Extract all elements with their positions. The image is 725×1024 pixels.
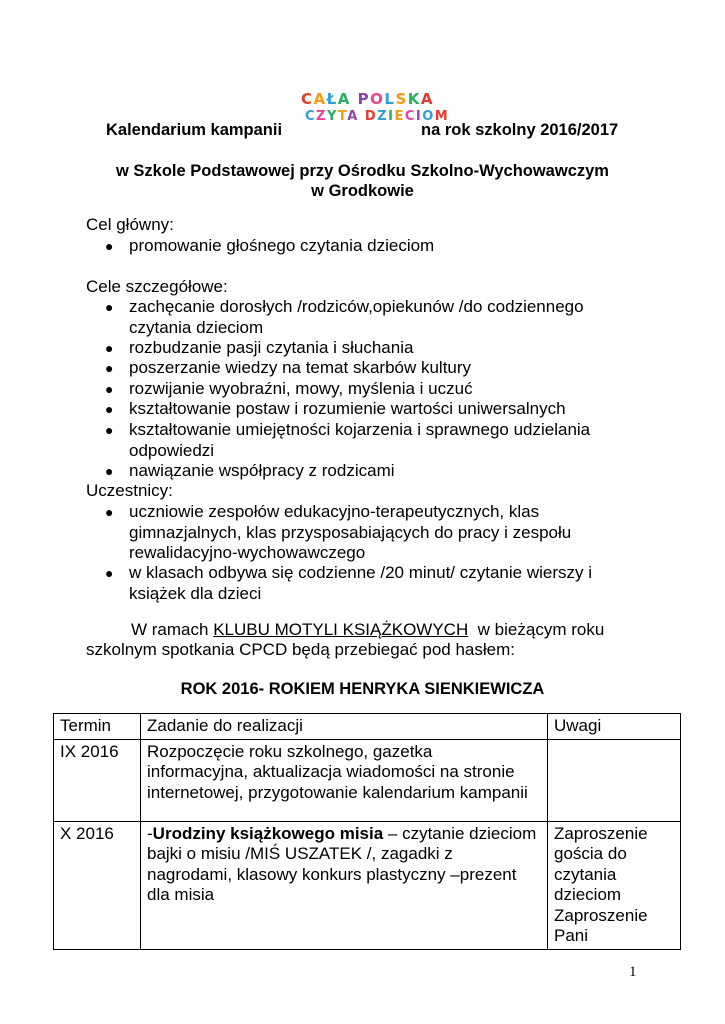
cell-uwagi [548, 739, 681, 821]
calendar-table [53, 713, 681, 950]
intro-line-1: W ramach KLUBU MOTYLI KSIĄŻKOWYCH w bieżącym roku [131, 620, 605, 639]
cele-szczegolowe-heading: Cele szczegółowe: [86, 277, 228, 296]
header-zadanie: Zadanie do realizacji [141, 714, 548, 740]
bullet-icon: ● [105, 360, 114, 376]
bullet-icon: ● [105, 504, 114, 520]
table-row [54, 739, 681, 821]
cell-zadanie: -Urodziny książkowego misia – czytanie dzieciom bajki o misiu /MIŚ USZATEK /, zagadki z nagrodami, klasowy konkurs plastyczny –prezent dla misia [141, 821, 548, 949]
logo-line-2: CZYTA DZIECIOM [305, 109, 450, 124]
table-row [54, 821, 681, 949]
bullet-icon: ● [105, 565, 114, 581]
intro-line-2: szkolnym spotkania CPCD będą przebiegać pod hasłem: [86, 640, 516, 659]
cell-zadanie: Rozpoczęcie roku szkolnego, gazetka informacyjna, aktualizacja wiadomości na stronie internetowej, przygotowanie kalendarium kampanii [141, 739, 548, 821]
bullet-icon: ● [105, 299, 114, 315]
header-termin: Termin [54, 714, 141, 740]
bullet-icon: ● [105, 238, 114, 254]
title-right: na rok szkolny 2016/2017 [421, 121, 619, 139]
bullet-icon: ● [105, 381, 114, 397]
club-name: KLUBU MOTYLI KSIĄŻKOWYCH [213, 620, 469, 639]
cell-termin: IX 2016 [54, 739, 141, 821]
title-left: Kalendarium kampanii [106, 121, 283, 139]
bullet-icon: ● [105, 463, 114, 479]
logo-line-1: CAŁA POLSKA [301, 90, 434, 108]
cel-glowny-heading: Cel główny: [86, 215, 174, 234]
motto-heading: ROK 2016- ROKIEM HENRYKA SIENKIEWICZA [180, 680, 545, 698]
page-number: 1 [629, 964, 637, 980]
campaign-logo [297, 90, 450, 130]
school-line-2: w Grodkowie [311, 182, 414, 200]
cell-termin: X 2016 [54, 821, 141, 949]
bullet-icon: ● [105, 422, 114, 438]
bullet-icon: ● [105, 401, 114, 417]
cell-uwagi: Zaproszenie gościa do czytania dzieciom Zaproszenie Pani [548, 821, 681, 949]
table-header-row [54, 714, 681, 740]
header-uwagi: Uwagi [548, 714, 681, 740]
school-line-1: w Szkole Podstawowej przy Ośrodku Szkolno-Wychowawczym [116, 162, 609, 180]
bullet-icon: ● [105, 340, 114, 356]
uczestnicy-heading: Uczestnicy: [86, 481, 173, 500]
